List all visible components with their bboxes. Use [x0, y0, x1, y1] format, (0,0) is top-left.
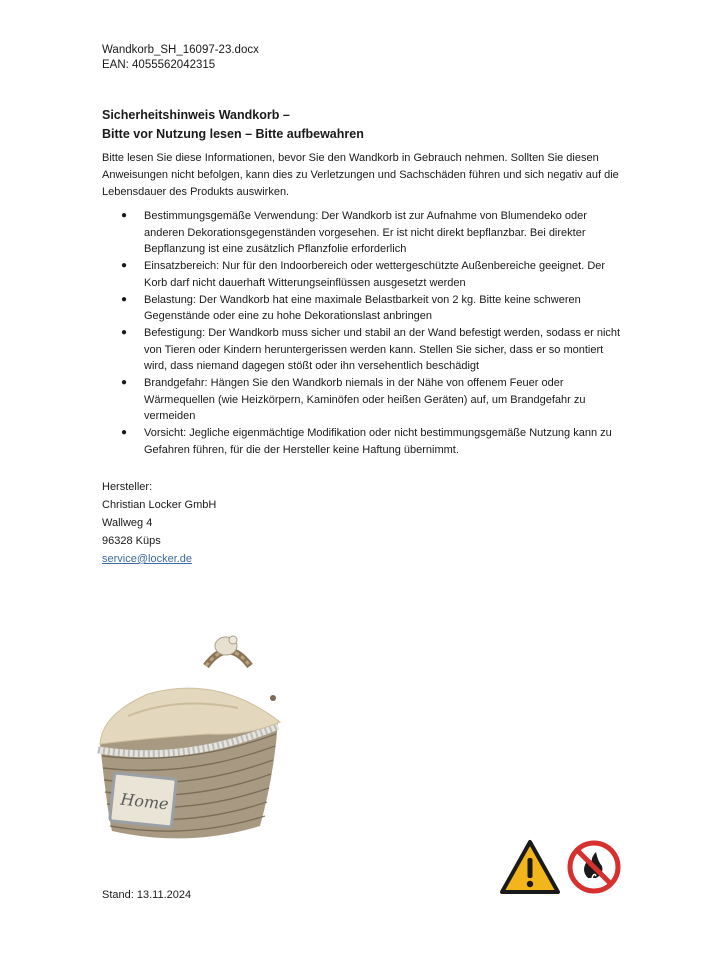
safety-icons	[500, 838, 626, 898]
document-date: Stand: 13.11.2024	[102, 889, 192, 901]
list-item	[102, 325, 622, 375]
manufacturer-name: Christian Locker GmbH	[102, 499, 217, 511]
wall-basket-image	[88, 626, 288, 856]
bullet-icon: ●	[121, 210, 128, 221]
list-item-text: Bestimmungsgemäße Verwendung: Der Wandkorb ist zur Aufnahme von Blumendeko oder anderen Dekorationsgegenständen vorgesehen. Er ist nicht direkt bepflanzbar. Bei direkter Bepflanzung ist eine zusätzlich Pflanzfolie erforderlich	[144, 210, 587, 255]
document-filename: Wandkorb_SH_16097-23.docx	[102, 44, 259, 56]
safety-rules-list	[102, 208, 622, 459]
title-line-2: Bitte vor Nutzung lesen – Bitte aufbewahren	[102, 127, 364, 141]
ean-code: EAN: 4055562042315	[102, 59, 216, 71]
list-item	[102, 375, 622, 425]
manufacturer-label: Hersteller:	[102, 481, 153, 493]
document-title	[102, 106, 364, 144]
list-item-text: Befestigung: Der Wandkorb muss sicher und stabil an der Wand befestigt werden, sodass er nicht von Tieren oder Kindern heruntergerissen werden kann. Stellen Sie sicher, dass er so montiert wird, dass niemand dagegen stößt oder ihn versehentlich beschädigt	[144, 327, 621, 372]
bullet-icon: ●	[121, 293, 128, 305]
warning-triangle-icon	[502, 842, 558, 892]
list-item-text: Belastung: Der Wandkorb hat eine maximale Belastbarkeit von 2 kg. Bitte keine schweren Gegenstände oder eine zu hohe Dekorationslast anbringen	[144, 293, 581, 322]
intro-paragraph: Bitte lesen Sie diese Informationen, bevor Sie den Wandkorb in Gebrauch nehmen. Sollten Sie diesen Anweisungen nicht befolgen, kann dies zu Verletzungen und Sachschäden führen und sich negativ auf die Lebensdauer des Produkts auswirken.	[102, 152, 619, 198]
title-line-1: Sicherheitshinweis Wandkorb –	[102, 108, 290, 122]
manufacturer-block	[102, 478, 216, 568]
list-item	[102, 292, 622, 325]
list-item-text: Vorsicht: Jegliche eigenmächtige Modifikation oder nicht bestimmungsgemäße Nutzung kann zu Gefahren führen, für die der Hersteller keine Haftung übernimmt.	[144, 427, 612, 456]
list-item	[102, 208, 622, 258]
list-item	[102, 425, 622, 458]
home-sign-text: Home	[119, 789, 170, 814]
manufacturer-city: 96328 Küps	[102, 535, 161, 547]
list-item-text: Brandgefahr: Hängen Sie den Wandkorb niemals in der Nähe von offenem Feuer oder Wärmequellen (wie Heizkörpern, Kaminöfen oder heißen Geräten) auf, um Brandgefahr zu vermeiden	[144, 377, 586, 422]
manufacturer-street: Wallweg 4	[102, 517, 153, 529]
manufacturer-email-link[interactable]: service@locker.de	[102, 553, 193, 565]
list-item	[102, 258, 622, 291]
no-open-flame-icon	[570, 843, 618, 891]
bullet-icon: ●	[121, 377, 128, 388]
bullet-icon: ●	[121, 427, 128, 438]
bullet-icon: ●	[121, 327, 128, 338]
bullet-icon: ●	[121, 260, 128, 271]
list-item-text: Einsatzbereich: Nur für den Indoorbereich oder wettergeschützte Außenbereiche geeignet. Der Korb darf nicht dauerhaft Witterungseinflüssen ausgesetzt werden	[144, 260, 606, 289]
